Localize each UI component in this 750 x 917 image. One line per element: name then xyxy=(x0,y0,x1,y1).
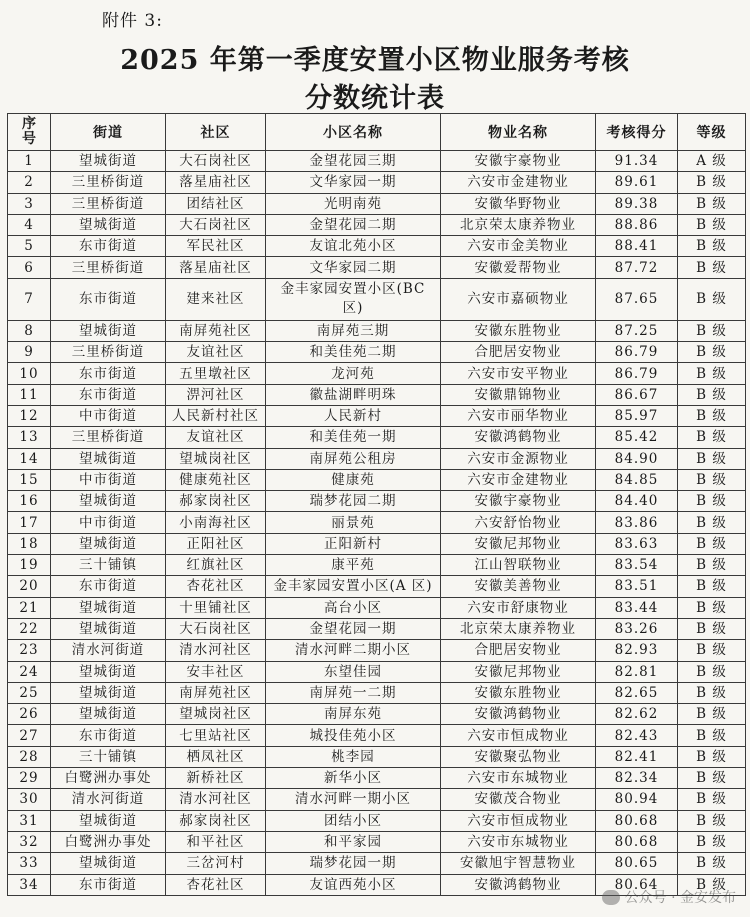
cell-score: 88.41 xyxy=(596,236,678,257)
cell-street: 东市街道 xyxy=(51,576,166,597)
cell-company: 安徽鸿鹤物业 xyxy=(441,704,596,725)
table-row xyxy=(8,342,746,363)
cell-score: 85.97 xyxy=(596,405,678,426)
cell-score: 83.26 xyxy=(596,618,678,639)
cell-community: 落星庙社区 xyxy=(166,172,266,193)
header-seq-text: 序号 xyxy=(22,116,37,147)
cell-company: 六安市恒成物业 xyxy=(441,725,596,746)
cell-company: 六安市丽华物业 xyxy=(441,405,596,426)
cell-company: 安徽鼎锦物业 xyxy=(441,384,596,405)
cell-street: 中市街道 xyxy=(51,405,166,426)
cell-street: 三里桥街道 xyxy=(51,427,166,448)
table-row xyxy=(8,278,746,320)
cell-company: 六安市舒康物业 xyxy=(441,597,596,618)
cell-grade: B 级 xyxy=(678,363,746,384)
cell-community: 南屏苑社区 xyxy=(166,320,266,341)
cell-grade: B 级 xyxy=(678,789,746,810)
cell-estate: 瑞梦花园一期 xyxy=(266,853,441,874)
cell-grade: B 级 xyxy=(678,746,746,767)
header-street: 街道 xyxy=(51,114,166,151)
table-row xyxy=(8,448,746,469)
table-row xyxy=(8,427,746,448)
cell-seq: 8 xyxy=(8,320,51,341)
cell-company: 安徽东胜物业 xyxy=(441,320,596,341)
cell-score: 82.81 xyxy=(596,661,678,682)
attachment-label: 附件 3: xyxy=(102,11,163,31)
cell-company: 安徽旭宇智慧物业 xyxy=(441,853,596,874)
cell-community: 郝家岗社区 xyxy=(166,810,266,831)
cell-community: 杏花社区 xyxy=(166,874,266,895)
cell-street: 望城街道 xyxy=(51,704,166,725)
cell-estate: 团结小区 xyxy=(266,810,441,831)
cell-estate: 友谊西苑小区 xyxy=(266,874,441,895)
cell-seq: 26 xyxy=(8,704,51,725)
cell-score: 82.93 xyxy=(596,640,678,661)
cell-estate: 正阳新村 xyxy=(266,533,441,554)
cell-grade: B 级 xyxy=(678,214,746,235)
cell-seq: 30 xyxy=(8,789,51,810)
cell-community: 新桥社区 xyxy=(166,768,266,789)
cell-score: 84.40 xyxy=(596,491,678,512)
cell-score: 80.94 xyxy=(596,789,678,810)
cell-grade: B 级 xyxy=(678,320,746,341)
table-row xyxy=(8,320,746,341)
cell-company: 六安市东城物业 xyxy=(441,768,596,789)
table-row xyxy=(8,384,746,405)
cell-company: 北京荣太康养物业 xyxy=(441,214,596,235)
cell-seq: 15 xyxy=(8,469,51,490)
cell-estate: 南屏苑一二期 xyxy=(266,682,441,703)
table-row xyxy=(8,576,746,597)
cell-seq: 23 xyxy=(8,640,51,661)
cell-street: 望城街道 xyxy=(51,597,166,618)
cell-grade: B 级 xyxy=(678,704,746,725)
cell-company: 安徽尼邦物业 xyxy=(441,661,596,682)
cell-score: 87.72 xyxy=(596,257,678,278)
cell-grade: B 级 xyxy=(678,661,746,682)
cell-score: 83.44 xyxy=(596,597,678,618)
cell-estate: 高台小区 xyxy=(266,597,441,618)
table-row xyxy=(8,704,746,725)
cell-grade: B 级 xyxy=(678,193,746,214)
cell-company: 安徽尼邦物业 xyxy=(441,533,596,554)
cell-community: 正阳社区 xyxy=(166,533,266,554)
cell-estate: 金望花园一期 xyxy=(266,618,441,639)
cell-grade: B 级 xyxy=(678,640,746,661)
cell-street: 三里桥街道 xyxy=(51,342,166,363)
wechat-icon xyxy=(602,890,620,905)
cell-company: 六安市恒成物业 xyxy=(441,810,596,831)
cell-company: 安徽美善物业 xyxy=(441,576,596,597)
table-row xyxy=(8,151,746,172)
cell-company: 六安市安平物业 xyxy=(441,363,596,384)
cell-company: 安徽茂合物业 xyxy=(441,789,596,810)
document-subtitle: 分数统计表 xyxy=(305,83,445,114)
header-seq xyxy=(8,114,51,151)
cell-community: 大石岗社区 xyxy=(166,214,266,235)
table-row xyxy=(8,469,746,490)
cell-company: 六安市金建物业 xyxy=(441,469,596,490)
cell-company: 六安市金美物业 xyxy=(441,236,596,257)
cell-estate: 南屏东苑 xyxy=(266,704,441,725)
cell-company: 安徽爱帮物业 xyxy=(441,257,596,278)
cell-score: 83.51 xyxy=(596,576,678,597)
table-row xyxy=(8,831,746,852)
cell-community: 清水河社区 xyxy=(166,789,266,810)
cell-score: 87.65 xyxy=(596,278,678,320)
cell-estate: 丽景苑 xyxy=(266,512,441,533)
cell-seq: 2 xyxy=(8,172,51,193)
cell-score: 84.85 xyxy=(596,469,678,490)
cell-street: 清水河街道 xyxy=(51,789,166,810)
cell-score: 86.79 xyxy=(596,363,678,384)
cell-grade: B 级 xyxy=(678,576,746,597)
cell-estate: 南屏苑公租房 xyxy=(266,448,441,469)
table-row xyxy=(8,236,746,257)
table-row xyxy=(8,405,746,426)
cell-company: 安徽聚弘物业 xyxy=(441,746,596,767)
cell-grade: A 级 xyxy=(678,151,746,172)
cell-seq: 3 xyxy=(8,193,51,214)
cell-community: 郝家岗社区 xyxy=(166,491,266,512)
cell-grade: B 级 xyxy=(678,384,746,405)
cell-seq: 4 xyxy=(8,214,51,235)
cell-estate: 桃李园 xyxy=(266,746,441,767)
cell-estate: 文华家园二期 xyxy=(266,257,441,278)
cell-company: 江山智联物业 xyxy=(441,555,596,576)
table-header-row xyxy=(8,114,746,151)
table-row xyxy=(8,640,746,661)
cell-estate: 金丰家园安置小区(A 区) xyxy=(266,576,441,597)
table-row xyxy=(8,172,746,193)
cell-score: 80.64 xyxy=(596,874,678,895)
cell-company: 合肥居安物业 xyxy=(441,640,596,661)
cell-community: 南屏苑社区 xyxy=(166,682,266,703)
table-row xyxy=(8,597,746,618)
cell-community: 建来社区 xyxy=(166,278,266,320)
cell-grade: B 级 xyxy=(678,874,746,895)
cell-grade: B 级 xyxy=(678,236,746,257)
cell-grade: B 级 xyxy=(678,491,746,512)
cell-company: 六安市东城物业 xyxy=(441,831,596,852)
table-row xyxy=(8,363,746,384)
cell-community: 友谊社区 xyxy=(166,342,266,363)
cell-score: 80.68 xyxy=(596,831,678,852)
cell-score: 84.90 xyxy=(596,448,678,469)
cell-company: 安徽宇豪物业 xyxy=(441,151,596,172)
cell-seq: 21 xyxy=(8,597,51,618)
header-community: 社区 xyxy=(166,114,266,151)
table-row xyxy=(8,682,746,703)
cell-street: 望城街道 xyxy=(51,214,166,235)
header-score: 考核得分 xyxy=(596,114,678,151)
cell-street: 望城街道 xyxy=(51,810,166,831)
cell-street: 中市街道 xyxy=(51,469,166,490)
cell-estate: 龙河苑 xyxy=(266,363,441,384)
document-title: 2025 年第一季度安置小区物业服务考核 xyxy=(120,45,630,76)
table-row xyxy=(8,853,746,874)
cell-street: 东市街道 xyxy=(51,384,166,405)
cell-grade: B 级 xyxy=(678,427,746,448)
cell-seq: 18 xyxy=(8,533,51,554)
cell-community: 五里墩社区 xyxy=(166,363,266,384)
cell-company: 安徽华野物业 xyxy=(441,193,596,214)
table-row xyxy=(8,618,746,639)
cell-street: 三十铺镇 xyxy=(51,555,166,576)
cell-score: 80.68 xyxy=(596,810,678,831)
cell-community: 栖凤社区 xyxy=(166,746,266,767)
cell-score: 83.54 xyxy=(596,555,678,576)
cell-seq: 29 xyxy=(8,768,51,789)
cell-company: 安徽鸿鹤物业 xyxy=(441,427,596,448)
cell-street: 望城街道 xyxy=(51,151,166,172)
cell-grade: B 级 xyxy=(678,725,746,746)
cell-score: 82.41 xyxy=(596,746,678,767)
cell-community: 小南海社区 xyxy=(166,512,266,533)
cell-grade: B 级 xyxy=(678,342,746,363)
cell-seq: 13 xyxy=(8,427,51,448)
cell-estate: 金丰家园安置小区(BC 区) xyxy=(266,278,441,320)
cell-company: 合肥居安物业 xyxy=(441,342,596,363)
cell-grade: B 级 xyxy=(678,810,746,831)
cell-company: 六安市金源物业 xyxy=(441,448,596,469)
cell-seq: 16 xyxy=(8,491,51,512)
table-row xyxy=(8,661,746,682)
cell-seq: 34 xyxy=(8,874,51,895)
score-table xyxy=(7,113,746,896)
cell-estate: 文华家园一期 xyxy=(266,172,441,193)
cell-street: 望城街道 xyxy=(51,448,166,469)
table-row xyxy=(8,746,746,767)
cell-seq: 28 xyxy=(8,746,51,767)
cell-estate: 康平苑 xyxy=(266,555,441,576)
cell-community: 和平社区 xyxy=(166,831,266,852)
cell-seq: 27 xyxy=(8,725,51,746)
cell-grade: B 级 xyxy=(678,831,746,852)
table-row xyxy=(8,257,746,278)
table-row xyxy=(8,214,746,235)
cell-score: 80.65 xyxy=(596,853,678,874)
table-row xyxy=(8,512,746,533)
cell-estate: 人民新村 xyxy=(266,405,441,426)
cell-grade: B 级 xyxy=(678,172,746,193)
cell-grade: B 级 xyxy=(678,278,746,320)
cell-street: 东市街道 xyxy=(51,874,166,895)
cell-score: 82.62 xyxy=(596,704,678,725)
cell-street: 中市街道 xyxy=(51,512,166,533)
cell-seq: 11 xyxy=(8,384,51,405)
cell-estate: 和美佳苑二期 xyxy=(266,342,441,363)
cell-seq: 12 xyxy=(8,405,51,426)
cell-estate: 和美佳苑一期 xyxy=(266,427,441,448)
cell-street: 东市街道 xyxy=(51,725,166,746)
cell-grade: B 级 xyxy=(678,555,746,576)
cell-estate: 城投佳苑小区 xyxy=(266,725,441,746)
cell-grade: B 级 xyxy=(678,597,746,618)
header-grade: 等级 xyxy=(678,114,746,151)
cell-seq: 6 xyxy=(8,257,51,278)
cell-seq: 24 xyxy=(8,661,51,682)
cell-grade: B 级 xyxy=(678,533,746,554)
cell-street: 东市街道 xyxy=(51,236,166,257)
cell-street: 三里桥街道 xyxy=(51,172,166,193)
table-row xyxy=(8,533,746,554)
cell-street: 望城街道 xyxy=(51,533,166,554)
cell-community: 安丰社区 xyxy=(166,661,266,682)
cell-seq: 31 xyxy=(8,810,51,831)
cell-community: 十里铺社区 xyxy=(166,597,266,618)
cell-community: 望城岗社区 xyxy=(166,448,266,469)
cell-seq: 14 xyxy=(8,448,51,469)
cell-street: 望城街道 xyxy=(51,491,166,512)
cell-score: 86.79 xyxy=(596,342,678,363)
cell-community: 淠河社区 xyxy=(166,384,266,405)
cell-company: 六安舒怡物业 xyxy=(441,512,596,533)
cell-score: 85.42 xyxy=(596,427,678,448)
cell-company: 北京荣太康养物业 xyxy=(441,618,596,639)
table-row xyxy=(8,810,746,831)
cell-grade: B 级 xyxy=(678,448,746,469)
cell-estate: 清水河畔一期小区 xyxy=(266,789,441,810)
cell-estate: 友谊北苑小区 xyxy=(266,236,441,257)
cell-grade: B 级 xyxy=(678,853,746,874)
cell-estate: 瑞梦花园二期 xyxy=(266,491,441,512)
table-row xyxy=(8,193,746,214)
cell-score: 86.67 xyxy=(596,384,678,405)
table-row xyxy=(8,555,746,576)
cell-grade: B 级 xyxy=(678,682,746,703)
cell-seq: 20 xyxy=(8,576,51,597)
cell-estate: 清水河畔二期小区 xyxy=(266,640,441,661)
cell-street: 白鹭洲办事处 xyxy=(51,831,166,852)
cell-street: 清水河街道 xyxy=(51,640,166,661)
cell-seq: 25 xyxy=(8,682,51,703)
cell-community: 友谊社区 xyxy=(166,427,266,448)
cell-grade: B 级 xyxy=(678,257,746,278)
cell-street: 望城街道 xyxy=(51,320,166,341)
cell-seq: 10 xyxy=(8,363,51,384)
cell-community: 红旗社区 xyxy=(166,555,266,576)
cell-seq: 7 xyxy=(8,278,51,320)
cell-grade: B 级 xyxy=(678,469,746,490)
table-row xyxy=(8,725,746,746)
cell-street: 东市街道 xyxy=(51,278,166,320)
cell-grade: B 级 xyxy=(678,768,746,789)
cell-street: 白鹭洲办事处 xyxy=(51,768,166,789)
cell-community: 军民社区 xyxy=(166,236,266,257)
cell-estate: 徽盐湖畔明珠 xyxy=(266,384,441,405)
cell-estate: 光明南苑 xyxy=(266,193,441,214)
cell-estate: 新华小区 xyxy=(266,768,441,789)
header-company: 物业名称 xyxy=(441,114,596,151)
cell-score: 83.63 xyxy=(596,533,678,554)
cell-estate: 东望佳园 xyxy=(266,661,441,682)
cell-street: 望城街道 xyxy=(51,682,166,703)
cell-score: 82.34 xyxy=(596,768,678,789)
cell-community: 团结社区 xyxy=(166,193,266,214)
cell-estate: 健康苑 xyxy=(266,469,441,490)
cell-seq: 1 xyxy=(8,151,51,172)
cell-seq: 5 xyxy=(8,236,51,257)
watermark-text: 公众号 · 金安发布 xyxy=(624,890,736,906)
cell-community: 大石岗社区 xyxy=(166,151,266,172)
cell-seq: 9 xyxy=(8,342,51,363)
cell-score: 87.25 xyxy=(596,320,678,341)
cell-score: 83.86 xyxy=(596,512,678,533)
cell-seq: 22 xyxy=(8,618,51,639)
table-body xyxy=(8,151,746,896)
cell-score: 89.38 xyxy=(596,193,678,214)
cell-street: 望城街道 xyxy=(51,853,166,874)
table-row xyxy=(8,768,746,789)
cell-community: 望城岗社区 xyxy=(166,704,266,725)
table-row xyxy=(8,491,746,512)
cell-company: 安徽宇豪物业 xyxy=(441,491,596,512)
cell-community: 人民新村社区 xyxy=(166,405,266,426)
cell-company: 安徽鸿鹤物业 xyxy=(441,874,596,895)
cell-company: 六安市嘉硕物业 xyxy=(441,278,596,320)
cell-community: 七里站社区 xyxy=(166,725,266,746)
cell-street: 望城街道 xyxy=(51,618,166,639)
cell-estate: 金望花园二期 xyxy=(266,214,441,235)
cell-company: 六安市金建物业 xyxy=(441,172,596,193)
cell-street: 三里桥街道 xyxy=(51,257,166,278)
cell-grade: B 级 xyxy=(678,512,746,533)
cell-score: 89.61 xyxy=(596,172,678,193)
cell-score: 82.43 xyxy=(596,725,678,746)
cell-street: 望城街道 xyxy=(51,661,166,682)
cell-community: 大石岗社区 xyxy=(166,618,266,639)
cell-community: 健康苑社区 xyxy=(166,469,266,490)
table-row xyxy=(8,789,746,810)
cell-street: 东市街道 xyxy=(51,363,166,384)
cell-community: 杏花社区 xyxy=(166,576,266,597)
cell-score: 82.65 xyxy=(596,682,678,703)
header-estate: 小区名称 xyxy=(266,114,441,151)
cell-community: 落星庙社区 xyxy=(166,257,266,278)
watermark xyxy=(602,887,736,907)
cell-seq: 17 xyxy=(8,512,51,533)
cell-seq: 19 xyxy=(8,555,51,576)
cell-company: 安徽东胜物业 xyxy=(441,682,596,703)
cell-seq: 32 xyxy=(8,831,51,852)
cell-estate: 和平家园 xyxy=(266,831,441,852)
cell-community: 三岔河村 xyxy=(166,853,266,874)
cell-score: 91.34 xyxy=(596,151,678,172)
cell-estate: 金望花园三期 xyxy=(266,151,441,172)
cell-street: 三十铺镇 xyxy=(51,746,166,767)
cell-seq: 33 xyxy=(8,853,51,874)
cell-estate: 南屏苑三期 xyxy=(266,320,441,341)
cell-grade: B 级 xyxy=(678,618,746,639)
cell-score: 88.86 xyxy=(596,214,678,235)
cell-grade: B 级 xyxy=(678,405,746,426)
cell-street: 三里桥街道 xyxy=(51,193,166,214)
cell-community: 清水河社区 xyxy=(166,640,266,661)
